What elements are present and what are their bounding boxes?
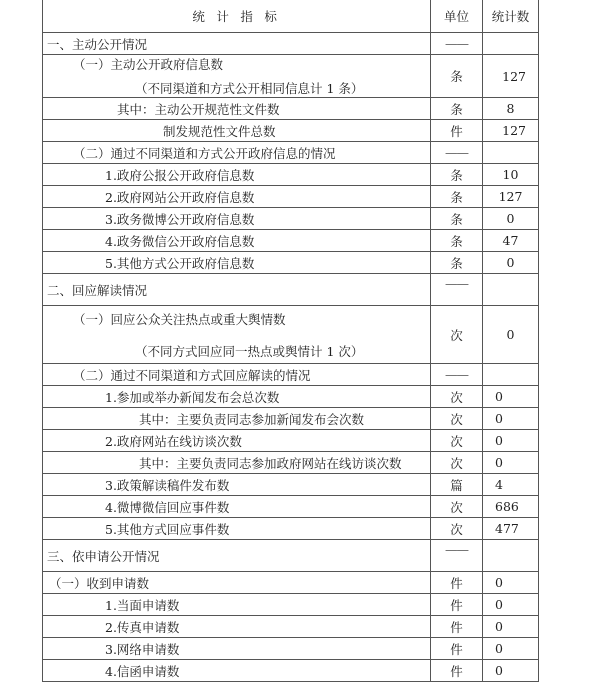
table-row — [43, 572, 539, 594]
row-label: 4.微博微信回应事件数 — [43, 496, 431, 518]
row-unit: 件 — [431, 594, 483, 616]
table-row — [43, 452, 539, 474]
row-label: 1.当面申请数 — [43, 594, 431, 616]
row-value: 8 — [483, 98, 539, 120]
row-unit: 件 — [431, 572, 483, 594]
row-label: （二）通过不同渠道和方式公开政府信息的情况 — [43, 142, 431, 164]
table-row — [43, 306, 539, 364]
row-value: 0 — [483, 638, 539, 660]
row-unit: 条 — [431, 186, 483, 208]
table-row — [43, 208, 539, 230]
row-value: 0 — [483, 452, 539, 474]
table-row — [43, 274, 539, 306]
row-value: 0 — [483, 408, 539, 430]
row-value: 0 — [483, 594, 539, 616]
table-row — [43, 496, 539, 518]
row-unit: 条 — [431, 164, 483, 186]
table-row — [43, 474, 539, 496]
row-unit: 条 — [431, 208, 483, 230]
row-value — [483, 540, 539, 572]
row-label: 5.其他方式公开政府信息数 — [43, 252, 431, 274]
table-row — [43, 430, 539, 452]
row-value: 477 — [483, 518, 539, 540]
row-value — [483, 274, 539, 306]
row-unit: 件 — [431, 660, 483, 682]
table-row — [43, 518, 539, 540]
table-row — [43, 408, 539, 430]
table-row — [43, 660, 539, 682]
row-label-line1: （一）回应公众关注热点或重大舆情数 — [73, 311, 286, 327]
row-label: 一、主动公开情况 — [43, 33, 431, 55]
row-value: 127 — [483, 186, 539, 208]
statistics-table — [42, 0, 539, 682]
row-label: 其中：主要负责同志参加政府网站在线访谈次数 — [43, 452, 431, 474]
row-unit: 次 — [431, 452, 483, 474]
table-row — [43, 98, 539, 120]
row-value: 127 — [483, 120, 539, 142]
row-label-line2: （不同渠道和方式公开相同信息计 1 条） — [135, 81, 364, 96]
row-label: 3.政策解读稿件发布数 — [43, 474, 431, 496]
row-unit: 条 — [431, 98, 483, 120]
row-label: 3.政务微博公开政府信息数 — [43, 208, 431, 230]
header-indicator: 统 计 指 标 — [43, 0, 431, 33]
row-value: 686 — [483, 496, 539, 518]
row-unit: 件 — [431, 616, 483, 638]
row-value — [483, 142, 539, 164]
header-unit: 单位 — [431, 0, 483, 33]
row-value: 10 — [483, 164, 539, 186]
row-label: 三、依申请公开情况 — [43, 540, 431, 572]
row-unit: 次 — [431, 518, 483, 540]
row-value: 0 — [483, 616, 539, 638]
table-row — [43, 164, 539, 186]
row-value: 0 — [483, 306, 539, 364]
row-value: 127 — [483, 55, 539, 98]
row-label: （一）收到申请数 — [43, 572, 431, 594]
row-value: 0 — [483, 208, 539, 230]
row-label — [43, 306, 431, 364]
table-header-row — [43, 0, 539, 33]
row-value — [483, 33, 539, 55]
table-row — [43, 230, 539, 252]
header-count: 统计数 — [483, 0, 539, 33]
row-unit: —— — [431, 33, 483, 55]
table-row — [43, 33, 539, 55]
row-unit: 条 — [431, 55, 483, 98]
row-label: 2.政府网站在线访谈次数 — [43, 430, 431, 452]
table-row — [43, 142, 539, 164]
table-row — [43, 186, 539, 208]
table-row — [43, 638, 539, 660]
row-unit: 次 — [431, 496, 483, 518]
row-unit: 次 — [431, 408, 483, 430]
row-unit: 次 — [431, 306, 483, 364]
row-label: 5.其他方式回应事件数 — [43, 518, 431, 540]
row-label: 1.参加或举办新闻发布会总次数 — [43, 386, 431, 408]
row-unit: 次 — [431, 386, 483, 408]
table-row — [43, 364, 539, 386]
row-label-line2: （不同方式回应同一热点或舆情计 1 次） — [135, 343, 364, 359]
row-unit: —— — [431, 540, 483, 572]
row-label: 1.政府公报公开政府信息数 — [43, 164, 431, 186]
row-label: 其中：主动公开规范性文件数 — [43, 98, 431, 120]
row-value: 0 — [483, 252, 539, 274]
row-label: 2.政府网站公开政府信息数 — [43, 186, 431, 208]
row-unit: —— — [431, 274, 483, 306]
row-value: 0 — [483, 572, 539, 594]
row-value: 47 — [483, 230, 539, 252]
row-value: 0 — [483, 660, 539, 682]
table-row — [43, 540, 539, 572]
row-unit: 条 — [431, 252, 483, 274]
row-label — [43, 55, 431, 98]
table-row — [43, 252, 539, 274]
table-row — [43, 55, 539, 98]
row-label: 其中：主要负责同志参加新闻发布会次数 — [43, 408, 431, 430]
row-unit: 件 — [431, 120, 483, 142]
row-label: 3.网络申请数 — [43, 638, 431, 660]
row-label: 二、回应解读情况 — [43, 274, 431, 306]
row-unit: —— — [431, 364, 483, 386]
row-label: 4.政务微信公开政府信息数 — [43, 230, 431, 252]
row-label: （二）通过不同渠道和方式回应解读的情况 — [43, 364, 431, 386]
row-label: 4.信函申请数 — [43, 660, 431, 682]
table-row — [43, 594, 539, 616]
row-unit: 次 — [431, 430, 483, 452]
row-unit: 篇 — [431, 474, 483, 496]
row-value: 0 — [483, 386, 539, 408]
row-value: 4 — [483, 474, 539, 496]
row-label-line1: （一）主动公开政府信息数 — [73, 57, 224, 72]
row-label: 2.传真申请数 — [43, 616, 431, 638]
row-unit: 条 — [431, 230, 483, 252]
row-unit: —— — [431, 142, 483, 164]
row-unit: 件 — [431, 638, 483, 660]
table-row — [43, 616, 539, 638]
row-label: 制发规范性文件总数 — [43, 120, 431, 142]
table-row — [43, 386, 539, 408]
row-value — [483, 364, 539, 386]
row-value: 0 — [483, 430, 539, 452]
table-row — [43, 120, 539, 142]
